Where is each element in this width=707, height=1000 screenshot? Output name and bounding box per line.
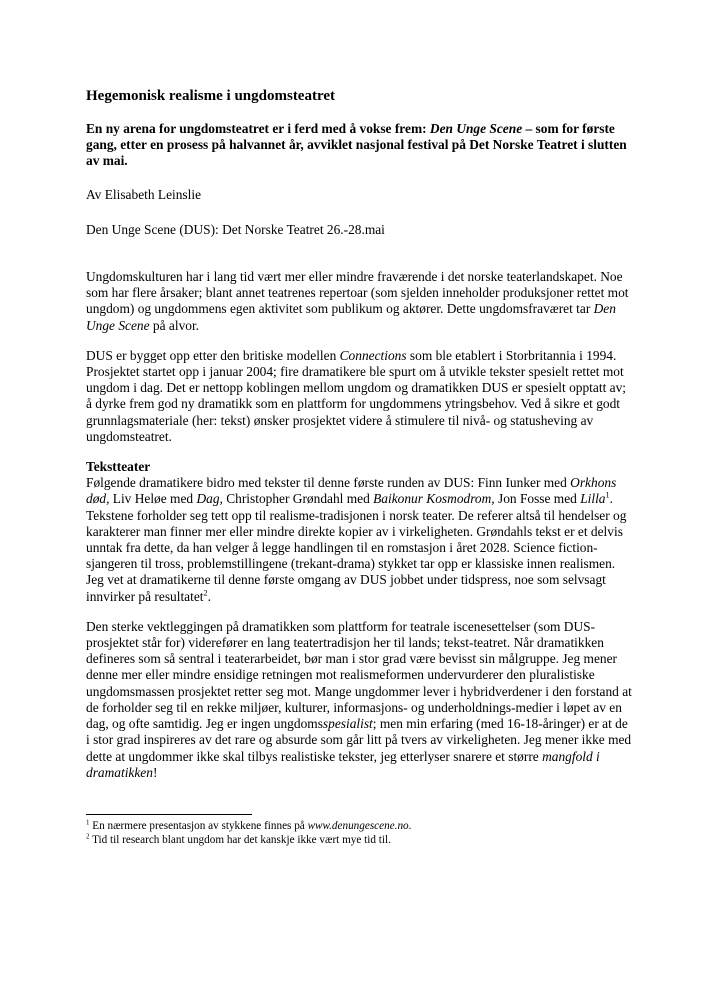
body-paragraph-4 (86, 619, 633, 781)
footnote-separator (86, 814, 252, 815)
body-paragraph-3-run-8: 1 (605, 490, 610, 500)
lead-paragraph-run-1: Den Unge Scene (429, 121, 523, 136)
body-paragraph-1-run-2: på alvor. (149, 317, 200, 333)
footnote-2 (86, 833, 633, 847)
footnote-1-run-3: . (408, 819, 412, 832)
footnote-1-run-1: En nærmere presentasjon av stykkene finnes på (89, 819, 308, 832)
lead-paragraph (86, 121, 633, 170)
dateline (86, 222, 633, 238)
body-paragraph-4-run-0: Den sterke vektleggingen på dramatikken som plattform for teatrale iscenesettelser (som DUS-prosjektet står for) viderefører en lang teatertradisjon her til lands; tekst-teatret. Når dramatikken defineres som så sentral i teaterarbeidet, bør man i stor grad være bevisst sin målgruppe. Jeg mener denne mer eller mindre ensidige retningen mot realismeformen undervurderer den pluralistiske ungdomsmassen prosjektet retter seg mot. Mange ungdommer lever i hybridverdener i den forstand at de forholder seg til en rekke miljøer, kulturer, informasjons- og underholdnings-medier i løpet av en dag, og ofte samtidig. Jeg er ingen ungdoms (86, 618, 632, 732)
body-paragraph-4-run-3: mangfold i dramatikken (86, 748, 600, 780)
article-title (86, 87, 633, 106)
byline-run-0: Av Elisabeth Leinslie (86, 186, 202, 202)
body-paragraph-2 (86, 348, 633, 445)
body-paragraph-4-run-4: ! (152, 764, 158, 780)
body-paragraph-3-run-1: Orkhons død, (86, 475, 617, 507)
lead-paragraph-run-0: En ny arena for ungdomsteatret er i ferd med å vokse frem: (86, 121, 430, 136)
body-paragraph-2-run-2: som ble etablert i Storbritannia i 1994. Prosjektet startet opp i januar 2004; fire dramatikere ble spurt om å utvikle tekster spesielt rettet mot ungdom i dag. Det er nettopp koblingen mellom ungdom og dramatikken DUS er spesielt opptatt av; å dyrke frem god ny dramatikk som en plattform for ungdommens ytringsbehov. Ved å sikre et godt grunnlagsmateriale (her: tekst) ønsker prosjektet videre å stimulere til nivå- og statusheving av ungdomsteatret. (86, 347, 626, 444)
body-paragraph-3 (86, 475, 633, 605)
body-paragraph-3-run-9: . Tekstene forholder seg tett opp til realisme-tradisjonen i norsk teater. De referer altså til hendelser og karakterer man finner mer eller mindre direkte kopier av i virkeligheten. Grøndahls tekst er et delvis unntak fra dette, da han velger å legge handlingen til en romstasjon i året 2028. Science fiction-sjangeren til tross, problemstillingene (trekant-drama) stykket tar opp er klassiske innen realismen. Jeg vet at dramatikerne til denne første omgang av DUS jobbet under tidspress, noe som selvsagt innvirker på resultatet (86, 491, 627, 604)
body-paragraph-3-run-10: 2 (203, 588, 208, 598)
body-paragraph-3-run-11: . (207, 588, 212, 604)
body-paragraph-3-run-4: Christopher Grøndahl med (222, 491, 374, 507)
dateline-run-0: Den Unge Scene (DUS): Det Norske Teatret 26.-28.mai (86, 221, 385, 237)
section-heading-tekstteater (86, 459, 633, 475)
body-paragraph-4-run-1: spesialist (322, 716, 373, 732)
footnote-1 (86, 819, 633, 833)
body-paragraph-3-run-7: Lilla (580, 491, 606, 507)
footnote-2-run-1: Tid til research blant ungdom har det kanskje ikke vært mye tid til. (89, 834, 391, 847)
body-paragraph-2-run-1: Connections (339, 347, 407, 363)
footnote-1-run-2: www.denungescene.no (307, 819, 409, 832)
lead-paragraph-run-2: – som for første gang, etter en prosess på halvannet år, avviklet nasjonal festival på Det Norske Teatret i slutten av mai. (86, 121, 627, 169)
byline (86, 187, 633, 203)
body-paragraph-1 (86, 269, 633, 334)
body-paragraph-3-run-3: Dag, (196, 491, 223, 507)
body-paragraph-2-run-0: DUS er bygget opp etter den britiske modellen (86, 347, 340, 363)
section-heading-tekstteater-run-0: Tekstteater (86, 459, 151, 475)
body-paragraph-3-run-0: Følgende dramatikere bidro med tekster til denne første runden av DUS: Finn Iunker med (86, 475, 571, 491)
document-body (86, 0, 633, 848)
body-paragraph-3-run-5: Baikonur Kosmodrom, (373, 491, 495, 507)
article-title-run-0: Hegemonisk realisme i ungdomsteatret (86, 88, 336, 104)
body-paragraph-1-run-0: Ungdomskulturen har i lang tid vært mer eller mindre fraværende i det norske teaterlandskapet. Noe som har flere årsaker; blant annet teatrenes repertoar (som sjelden inneholder produksjoner rettet mot ungdom) og ungdommens egen aktivitet som publikum og aktører. Dette ungdomsfraværet tar (86, 269, 629, 317)
body-paragraph-4-run-2: ; men min erfaring (med 16-18-åringer) er at de i stor grad inspireres av det rare og absurde som går litt på tvers av virkeligheten. Jeg mener ikke med dette at ungdommer ikke skal tilbys realistiske tekster, jeg etterlyser snarere et større (86, 716, 632, 764)
body-paragraph-3-run-2: Liv Heløe med (109, 491, 197, 507)
footnote-1-run-0: 1 (86, 818, 90, 827)
footnote-2-run-0: 2 (86, 832, 90, 841)
body-paragraph-3-run-6: Jon Fosse med (494, 491, 581, 507)
body-paragraph-1-run-1: Den Unge Scene (86, 301, 616, 333)
